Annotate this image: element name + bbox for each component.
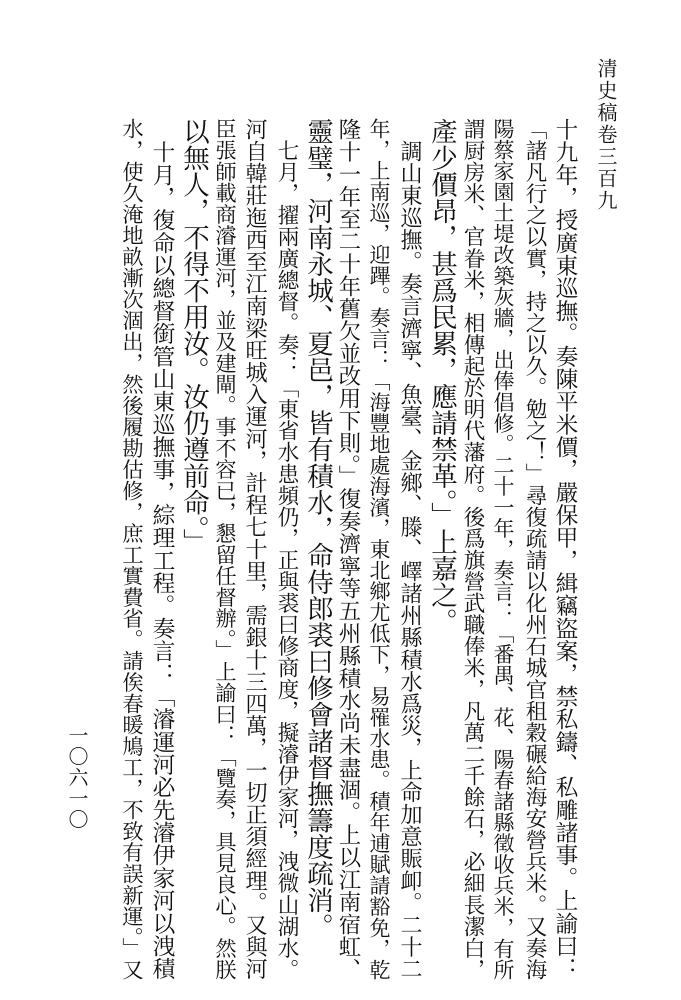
text-column: 陽蔡家園土堤改築灰牆，出俸倡修。二十一年，奏言：「番禺、花、陽春諸縣徵收兵米，有所 [491,118,516,980]
text-column: 十九年，授廣東巡撫。奏陳平米價，嚴保甲，緝竊盜案，禁私鑄、私雕諸事。上諭曰： [552,118,578,980]
text-column: 隆十一年至二十年舊欠並改用下則。」復奏濟寧等五州縣積水尚未盡涸。上以江南宿虹、 [335,118,361,981]
text-column: 產少價昂，甚爲民累，應請禁革。」上嘉之。 [426,118,457,635]
text-column: 水，使久淹地畝漸次涸出，然後履勘估修，庶工實費省。請俟春暖鳩工，不致有誤新運。」又 [119,118,144,980]
page-number: 一〇六一〇 [65,725,89,830]
text-column: 年，上南巡，迎蹕。奏言：「海豐地處海濱，東北鄉尤低下，易罹水患。積年逋賦請豁免，乾 [367,118,392,980]
text-column: 調山東巡撫。奏言濟寧、魚臺、金鄉、滕、嶧諸州縣積水爲災，上命加意賑卹。二十二 [397,118,423,980]
text-column: 「諸凡行之以實，持之以久。勉之！」尋復疏請以化州石城官租穀碾給海安營兵米。又奏海 [522,118,547,980]
text-column: 靈璧，河南永城、夏邑，皆有積水，命侍郎裘曰修會諸督撫籌度疏消。 [302,118,333,940]
text-column: 謂厨房米、官眷米，相傳起於明代藩府。後爲旗營武職俸米，凡萬二千餘石，必細長潔白， [460,118,485,980]
text-column: 河自韓莊迤西至江南梁旺城入運河，計程七十里，需銀十三四萬，一切正須經理。又與河 [242,118,268,980]
text-column: 以無人，不得不用汝。汝仍遵前命。」 [178,118,209,556]
text-column: 十月，復命以總督銜管山東巡撫事，綜理工程。奏言：「濬運河必先濬伊家河以洩積 [149,118,175,980]
text-column: 臣張師載商濬運河，並及建閘。事不容已，懇留任督辦。」上諭曰：「覽奏，具見良心。然朕 [212,118,237,980]
text-column: 七月，擢兩廣總督。奏：「東省水患頻仍，正與裘曰修商度，擬濬伊家河，洩微山湖水。 [274,118,299,980]
running-head-book-title: 清史稿卷三百九 [594,58,618,212]
